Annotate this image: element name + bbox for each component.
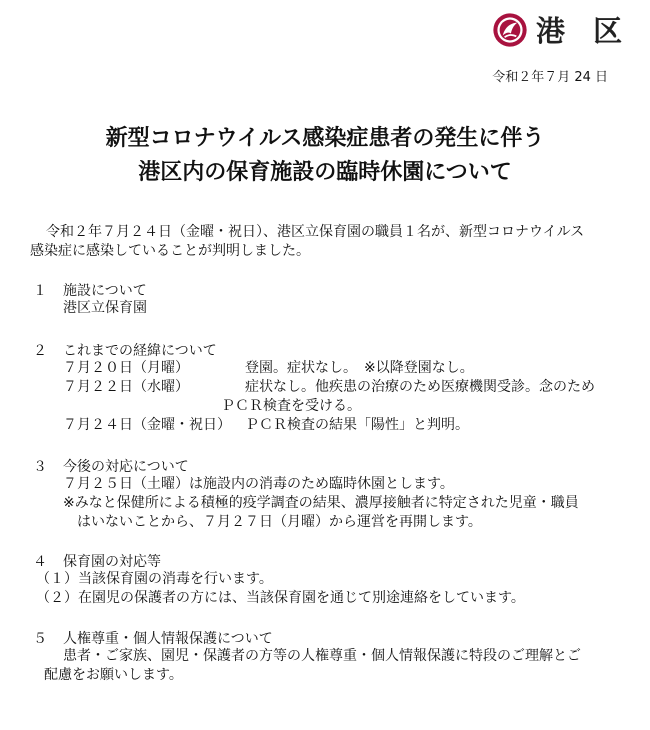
page-title-line2: 港区内の保育施設の臨時休園について	[138, 160, 512, 185]
section3-line1: ７月２５日（土曜）は施設内の消毒のため臨時休園とします。	[63, 476, 454, 492]
section3-number: ３	[33, 459, 47, 475]
ward-name: 港 区	[536, 14, 632, 48]
section1-heading: 施設について	[63, 283, 147, 299]
section1-body: 港区立保育園	[63, 300, 147, 316]
minato-city-logo	[492, 9, 631, 50]
minato-city-emblem-icon	[492, 12, 528, 48]
timeline-row1-text: 登園。症状なし。 ※以降登園なし。	[245, 360, 474, 376]
section3-line3: はいないことから、７月２７日（月曜）から運営を再開します。	[77, 514, 482, 530]
section1-number: １	[33, 283, 47, 299]
section3-heading: 今後の対応について	[63, 459, 189, 475]
intro-line1: 令和２年７月２４日（金曜・祝日）、港区立保育園の職員１名が、新型コロナウイルス	[46, 224, 585, 240]
section4-item2: （２）在園児の保護者の方には、当該保育園を通じて別途連絡をしています。	[36, 590, 525, 606]
timeline-row2-date: ７月２２日（水曜）	[63, 379, 189, 395]
section4-item1: （１）当該保育園の消毒を行います。	[36, 571, 273, 587]
timeline-row2-text-cont: ＰＣＲ検査を受ける。	[221, 398, 361, 414]
intro-line2: 感染症に感染していることが判明しました。	[30, 243, 310, 259]
timeline-row1-date: ７月２０日（月曜）	[63, 360, 189, 376]
section2-number: ２	[33, 343, 47, 359]
timeline-row3-date: ７月２４日（金曜・祝日）	[63, 417, 231, 433]
section4-number: ４	[33, 554, 47, 570]
document-date: 令和２年７月 24 日	[492, 70, 608, 85]
section4-heading: 保育園の対応等	[63, 554, 161, 570]
timeline-row2-text: 症状なし。他疾患の治療のため医療機関受診。念のため	[245, 379, 595, 395]
section5-line1: 患者・ご家族、園児・保護者の方等の人権尊重・個人情報保護に特段のご理解とご	[63, 648, 581, 664]
timeline-row3-text: ＰＣＲ検査の結果「陽性」と判明。	[245, 417, 469, 433]
section5-heading: 人権尊重・個人情報保護について	[63, 631, 273, 647]
section5-line2: 配慮をお願いします。	[44, 667, 183, 683]
section3-line2: ※みなと保健所による積極的疫学調査の結果、濃厚接触者に特定された児童・職員	[63, 495, 579, 511]
section2-heading: これまでの経緯について	[63, 343, 217, 359]
page-title-line1: 新型コロナウイルス感染症患者の発生に伴う	[105, 126, 545, 151]
section5-number: ５	[33, 631, 47, 647]
